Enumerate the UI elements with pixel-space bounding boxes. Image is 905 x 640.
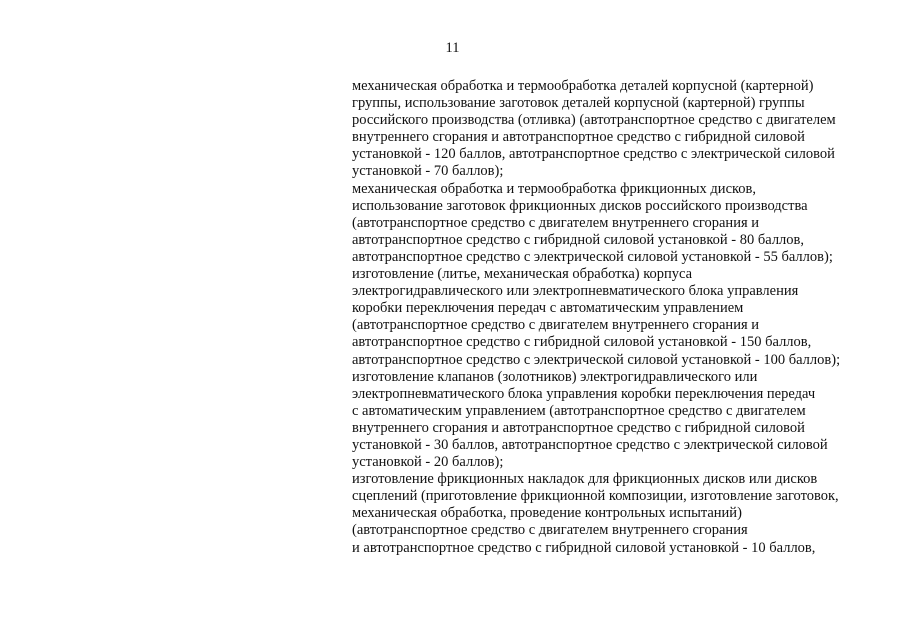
text-line: и автотранспортное средство с гибридной силовой установкой - 10 баллов, — [352, 539, 816, 556]
text-line: российского производства (отливка) (автотранспортное средство с двигателем — [352, 112, 836, 129]
text-line: электрогидравлического или электропневматического блока управления — [352, 283, 799, 300]
text-line: изготовление (литье, механическая обработка) корпуса — [352, 266, 693, 283]
text-line: механическая обработка и термообработка деталей корпусной (картерной) — [352, 78, 814, 94]
text-line: автотранспортное средство с электрической силовой установкой - 100 баллов); — [352, 351, 841, 368]
text-line: установкой - 70 баллов); — [352, 163, 504, 180]
text-line: коробки переключения передач с автоматическим управлением — [352, 300, 744, 317]
text-line: установкой - 20 баллов); — [352, 454, 504, 471]
text-line: внутреннего сгорания и автотранспортное средство с гибридной силовой — [352, 129, 805, 146]
text-line: автотранспортное средство с гибридной силовой установкой - 150 баллов, — [352, 334, 812, 351]
text-line: электропневматического блока управления коробки переключения передач — [352, 385, 816, 402]
text-line: механическая обработка и термообработка фрикционных дисков, — [352, 180, 757, 197]
text-line: (автотранспортное средство с двигателем внутреннего сгорания — [352, 522, 748, 539]
text-line: (автотранспортное средство с двигателем внутреннего сгорания и — [352, 317, 760, 334]
text-line: группы, использование заготовок деталей корпусной (картерной) группы — [352, 95, 805, 112]
text-line: установкой - 30 баллов, автотранспортное средство с электрической силовой — [352, 436, 828, 453]
text-line: сцеплений (приготовление фрикционной композиции, изготовление заготовок, — [352, 488, 839, 505]
text-line: автотранспортное средство с электрической силовой установкой - 55 баллов); — [352, 248, 833, 265]
text-line: изготовление клапанов (золотников) электрогидравлического или — [352, 368, 758, 385]
body-text — [352, 78, 892, 557]
text-line: (автотранспортное средство с двигателем внутреннего сгорания и — [352, 214, 760, 231]
text-line: использование заготовок фрикционных дисков российского производства — [352, 197, 808, 214]
page-number: 11 — [445, 40, 460, 56]
text-line: механическая обработка, проведение контрольных испытаний) — [352, 505, 742, 522]
text-line: установкой - 120 баллов, автотранспортное средство с электрической силовой — [352, 146, 835, 163]
text-line: изготовление фрикционных накладок для фрикционных дисков или дисков — [352, 471, 818, 488]
text-line: внутреннего сгорания и автотранспортное средство с гибридной силовой — [352, 419, 805, 436]
text-line: с автоматическим управлением (автотранспортное средство с двигателем — [352, 402, 806, 419]
text-line: автотранспортное средство с гибридной силовой установкой - 80 баллов, — [352, 231, 805, 248]
